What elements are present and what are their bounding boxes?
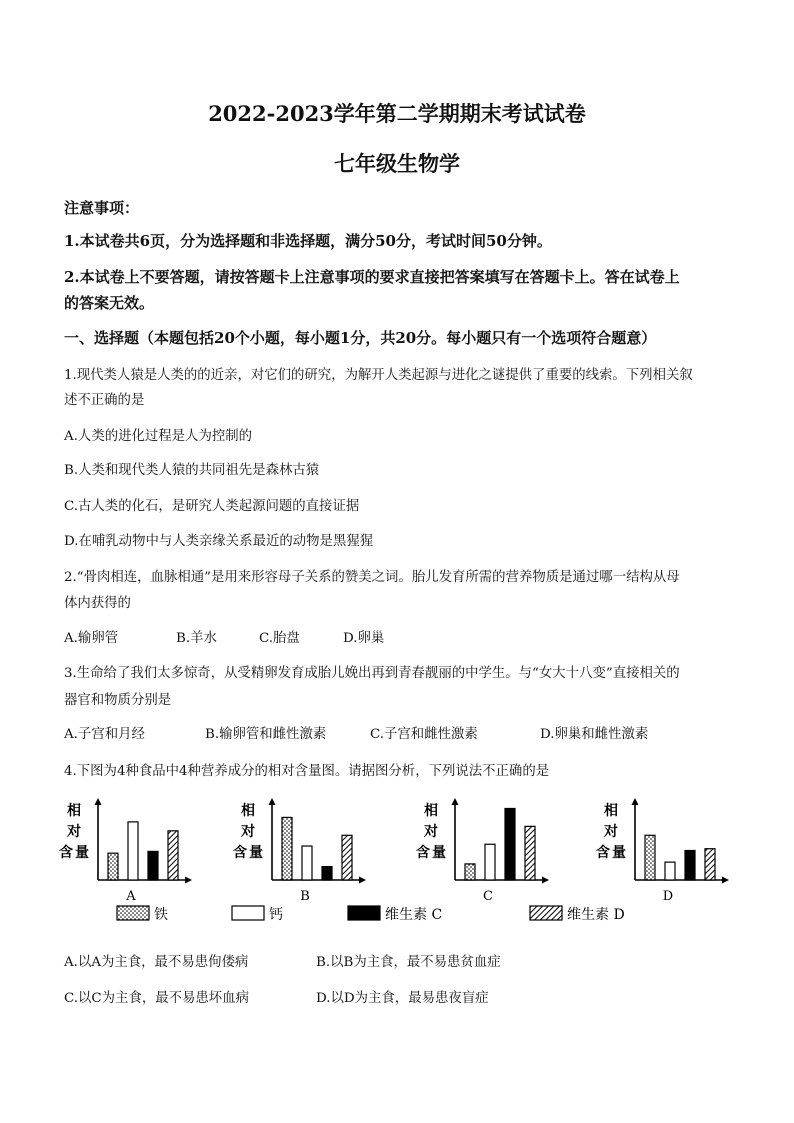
chart-b <box>233 798 366 904</box>
chart-xlabel: D <box>662 889 674 904</box>
q3-option-c: C.子宫和雌性激素 <box>370 727 478 742</box>
q4-option-d: D.以D为主食，最易患夜盲症 <box>316 991 489 1006</box>
legend-item-3 <box>348 906 442 923</box>
q2-stem-line2: 体内获得的 <box>64 596 131 611</box>
q3-option-a: A.子宫和月经 <box>64 727 145 742</box>
legend-item-2 <box>232 906 283 923</box>
notes-heading: 注意事项： <box>64 199 140 217</box>
exam-subtitle: 七年级生物学 <box>334 151 460 176</box>
q3-stem-line2: 器官和物质分别是 <box>64 693 172 708</box>
x-axis-arrow <box>359 877 366 884</box>
legend-swatch <box>530 906 562 920</box>
legend-swatch <box>232 906 264 920</box>
q2-option-c: C.胎盘 <box>259 631 300 646</box>
svg-text:含: 含 <box>416 845 430 861</box>
q1-option-a: A.人类的进化过程是人为控制的 <box>64 429 253 444</box>
bar-c-1 <box>465 864 475 880</box>
q2-stem-line1: 2.“骨肉相连，血脉相通”是用来形容母子关系的赞美之词。胎儿发育所需的营养物质是通过哪一结构从母 <box>64 570 680 585</box>
svg-text:相: 相 <box>241 803 255 819</box>
bar-b-4 <box>342 835 352 880</box>
svg-text:相: 相 <box>67 803 81 819</box>
bar-b-3 <box>322 867 332 880</box>
svg-text:量: 量 <box>432 845 446 861</box>
notes-item-1: 1.本试卷共6页，分为选择题和非选择题，满分50分，考试时间50分钟。 <box>64 232 552 250</box>
bar-c-3 <box>505 808 515 880</box>
q1-option-b: B.人类和现代类人猿的共同祖先是森林古猿 <box>64 463 320 478</box>
legend-label: 铁 <box>154 907 168 923</box>
section-heading: 一、选择题（本题包括20个小题，每小题1分，共20分。每小题只有一个选项符合题意） <box>64 329 657 347</box>
x-axis-arrow <box>722 877 729 884</box>
legend-label: 维生素 C <box>385 907 443 923</box>
svg-text:对: 对 <box>424 824 438 840</box>
svg-text:对: 对 <box>241 824 255 840</box>
bar-b-1 <box>282 817 292 880</box>
bar-d-1 <box>645 835 655 880</box>
chart-d <box>596 798 729 904</box>
legend-label: 维生素 D <box>567 907 625 923</box>
q4-option-c: C.以C为主食，最不易患坏血病 <box>64 991 249 1006</box>
y-axis-arrow <box>269 798 276 805</box>
chart-ylabel <box>233 802 263 861</box>
svg-text:对: 对 <box>604 824 618 840</box>
q1-stem-line2: 述不正确的是 <box>64 393 145 408</box>
svg-text:含: 含 <box>596 845 610 861</box>
x-axis-arrow <box>185 877 192 884</box>
chart-ylabel <box>59 802 89 861</box>
q2-option-a: A.输卵管 <box>64 631 119 646</box>
q2-option-d: D.卵巢 <box>343 631 385 646</box>
bar-c-2 <box>485 844 495 880</box>
q4-option-a: A.以A为主食，最不易患佝偻病 <box>64 955 249 970</box>
chart-xlabel: A <box>126 889 136 904</box>
svg-text:含: 含 <box>233 845 247 861</box>
bar-d-2 <box>665 862 675 880</box>
svg-text:对: 对 <box>67 824 81 840</box>
bar-a-4 <box>168 831 178 880</box>
exam-title: 2022-2023学年第二学期期末考试试卷 <box>208 101 586 126</box>
x-axis-arrow <box>542 877 549 884</box>
bar-a-2 <box>128 822 138 880</box>
legend-item-1 <box>117 906 168 923</box>
q1-option-d: D.在哺乳动物中与人类亲缘关系最近的动物是黑猩猩 <box>64 534 374 549</box>
q3-stem-line1: 3.生命给了我们太多惊奇，从受精卵发育成胎儿娩出再到青春靓丽的中学生。与“女大十八变”直接相关的 <box>64 666 680 681</box>
svg-text:相: 相 <box>604 803 618 819</box>
q3-option-d: D.卵巢和雌性激素 <box>540 727 649 742</box>
bar-b-2 <box>302 846 312 880</box>
chart-xlabel: B <box>300 889 310 904</box>
chart-a <box>59 798 192 904</box>
q4-stem: 4.下图为4种食品中4种营养成分的相对含量图。请据图分析，下列说法不正确的是 <box>64 764 550 779</box>
chart-c <box>416 798 549 904</box>
q4-option-b: B.以B为主食，最不易患贫血症 <box>316 955 501 970</box>
svg-text:量: 量 <box>249 845 263 861</box>
notes-item-2-line1: 2.本试卷上不要答题，请按答题卡上注意事项的要求直接把答案填写在答题卡上。答在试卷上 <box>64 268 680 286</box>
q2-option-b: B.羊水 <box>176 631 217 646</box>
y-axis-arrow <box>95 798 102 805</box>
bar-d-3 <box>685 850 695 880</box>
legend-swatch <box>117 906 149 920</box>
bar-c-4 <box>525 826 535 880</box>
bar-d-4 <box>705 849 715 880</box>
q1-option-c: C.古人类的化石，是研究人类起源问题的直接证据 <box>64 499 360 514</box>
q3-option-b: B.输卵管和雌性激素 <box>205 727 327 742</box>
chart-ylabel <box>596 802 626 861</box>
y-axis-arrow <box>632 798 639 805</box>
notes-item-2-line2: 的答案无效。 <box>64 294 155 312</box>
svg-text:相: 相 <box>424 803 438 819</box>
bar-a-3 <box>148 851 158 880</box>
bar-a-1 <box>108 853 118 880</box>
svg-text:含: 含 <box>59 845 73 861</box>
svg-text:量: 量 <box>75 845 89 861</box>
chart-xlabel: C <box>483 889 493 904</box>
legend-label: 钙 <box>269 907 283 923</box>
chart-ylabel <box>416 802 446 861</box>
legend-item-4 <box>530 906 625 923</box>
svg-text:量: 量 <box>612 845 626 861</box>
q1-stem-line1: 1.现代类人猿是人类的的近亲，对它们的研究，为解开人类起源与进化之谜提供了重要的线索。下列相关叙 <box>64 368 693 383</box>
legend-swatch <box>348 906 380 920</box>
y-axis-arrow <box>452 798 459 805</box>
